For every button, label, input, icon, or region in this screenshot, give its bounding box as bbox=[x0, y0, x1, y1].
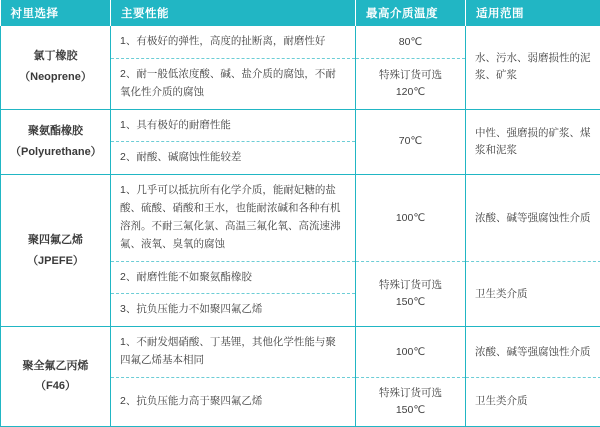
cell-lining-name bbox=[1, 26, 111, 109]
column-header-max-temperature: 最高介质温度 bbox=[356, 0, 466, 26]
table-row bbox=[1, 109, 600, 142]
cell-application-scope: 浓酸、碱等强腐蚀性介质 bbox=[466, 175, 600, 261]
table-row bbox=[1, 327, 600, 378]
cell-application-scope: 水、污水、弱磨损性的泥浆、矿浆 bbox=[466, 26, 600, 109]
cell-max-temperature: 特殊订货可选 150℃ bbox=[356, 261, 466, 327]
cell-max-temperature: 特殊订货可选 120℃ bbox=[356, 58, 466, 109]
lining-name-cn: 氯丁橡胶 bbox=[33, 50, 78, 63]
column-header-lining: 衬里选择 bbox=[1, 0, 111, 26]
cell-performance: 3、抗负压能力不如聚四氟乙烯 bbox=[111, 294, 356, 327]
cell-lining-name bbox=[1, 327, 111, 426]
lining-name-cn: 聚氨酯橡胶 bbox=[28, 124, 83, 137]
cell-lining-name bbox=[1, 175, 111, 327]
cell-application-scope: 卫生类介质 bbox=[466, 377, 600, 426]
cell-application-scope: 卫生类介质 bbox=[466, 261, 600, 327]
cell-max-temperature: 特殊订货可选 150℃ bbox=[356, 377, 466, 426]
cell-performance: 2、抗负压能力高于聚四氟乙烯 bbox=[111, 377, 356, 426]
lining-name-en: （Neoprene） bbox=[19, 71, 92, 84]
cell-performance: 2、耐酸、碱腐蚀性能较差 bbox=[111, 142, 356, 175]
column-header-application-scope: 适用范围 bbox=[466, 0, 600, 26]
cell-performance: 1、有极好的弹性，高度的扯断离，耐磨性好 bbox=[111, 26, 356, 58]
cell-performance: 2、耐一般低浓度酸、碱、盐介质的腐蚀，不耐氧化性介质的腐蚀 bbox=[111, 58, 356, 109]
table-row bbox=[1, 175, 600, 261]
table-header bbox=[1, 0, 600, 26]
lining-name-en: （JPEFE） bbox=[27, 254, 84, 267]
cell-performance: 1、具有极好的耐磨性能 bbox=[111, 109, 356, 142]
cell-max-temperature: 70℃ bbox=[356, 109, 466, 175]
lining-name-en: （Polyurethane） bbox=[10, 145, 102, 158]
cell-max-temperature: 80℃ bbox=[356, 26, 466, 58]
cell-max-temperature: 100℃ bbox=[356, 327, 466, 378]
table-row bbox=[1, 26, 600, 58]
cell-performance: 2、耐磨性能不如聚氨酯橡胶 bbox=[111, 261, 356, 294]
cell-performance: 1、几乎可以抵抗所有化学介质，能耐妃糖的盐酸、硫酸、硝酸和王水，也能耐浓碱和各种有机溶剂。不耐三氟化氯、高温三氟化氧、高流速沸氟、液氧、臭氧的腐蚀 bbox=[111, 175, 356, 261]
cell-lining-name bbox=[1, 109, 111, 175]
cell-performance: 1、不耐发烟硝酸、丁基锂，其他化学性能与聚四氟乙烯基本相同 bbox=[111, 327, 356, 378]
cell-max-temperature: 100℃ bbox=[356, 175, 466, 261]
cell-application-scope: 中性、强磨损的矿浆、煤浆和泥浆 bbox=[466, 109, 600, 175]
table-header-row bbox=[1, 0, 600, 26]
table-body bbox=[1, 26, 600, 426]
column-header-performance: 主要性能 bbox=[111, 0, 356, 26]
lining-name-cn: 聚全氟乙丙烯 bbox=[22, 359, 89, 372]
lining-name-cn: 聚四氟乙烯 bbox=[28, 233, 83, 246]
lining-name-en: （F46） bbox=[35, 380, 76, 393]
cell-application-scope: 浓酸、碱等强腐蚀性介质 bbox=[466, 327, 600, 378]
